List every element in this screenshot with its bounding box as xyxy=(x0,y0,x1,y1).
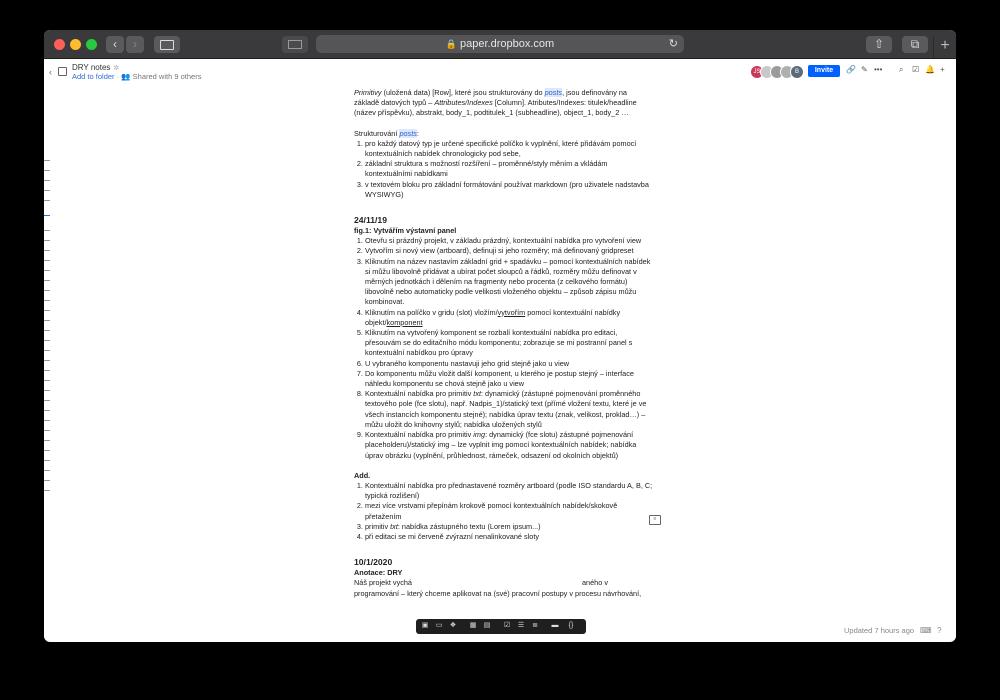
bell-icon[interactable]: 🔔 xyxy=(925,65,935,74)
browser-window xyxy=(44,30,956,642)
share-button[interactable] xyxy=(866,36,892,53)
sidebar-toggle-button[interactable] xyxy=(154,36,180,53)
reader-button[interactable] xyxy=(282,36,308,53)
posts-mention[interactable]: posts xyxy=(544,88,563,97)
paragraph: Strukturování posts: xyxy=(354,128,419,138)
list-item: 2. základní struktura s možností rozšíření – proměnné/styly měním a vkládám kontextuálními nabídkami xyxy=(365,159,654,179)
list-item: 3. Kliknutím na název nastavím základní grid + spadávku – pomocí kontextuálních nabídek si můžu libovolně přidávat a ubírat počet sloupců a řádků, rozměry můžu definovat v měrných jednotkách i dělením na fragmenty nebo procenta (z celkového formátu) libovolně nebo automaticky podle velikosti vloženého objektu – způsob zápisu můžu kombinovat. xyxy=(365,257,654,308)
shared-link[interactable]: Shared with 9 others xyxy=(132,72,202,81)
insert-toolbar xyxy=(416,619,586,634)
fig-list xyxy=(354,236,654,460)
checklist-icon[interactable]: ☑ xyxy=(912,65,920,74)
back-chevron-icon[interactable]: ‹ xyxy=(49,67,52,77)
add-to-folder-link[interactable]: Add to folder xyxy=(72,72,115,81)
new-tab-button[interactable] xyxy=(933,36,956,58)
people-icon: 👥 xyxy=(121,72,131,81)
updated-status: Updated 7 hours ago xyxy=(844,626,915,635)
date-heading: 24/11/19 xyxy=(354,215,387,226)
lock-icon: 🔒 xyxy=(445,39,458,49)
tabs-overview-button[interactable] xyxy=(902,36,928,53)
browser-titlebar xyxy=(44,30,956,59)
avatar[interactable]: JS xyxy=(750,65,764,79)
list-item: 1. Otevřu si prázdný projekt, v základu prázdný, kontextuální nabídka pro vytvoření view xyxy=(365,236,654,246)
url-text: paper.dropbox.com xyxy=(460,38,555,50)
add-list xyxy=(354,481,654,542)
forward-button[interactable] xyxy=(126,36,144,53)
list-item: 4. Kliknutím na políčko v gridu (slot) vložím/vytvořím pomocí kontextuální nabídky objekt/komponent xyxy=(365,308,654,328)
chevron-right-icon: › xyxy=(133,37,137,51)
document-body[interactable] xyxy=(354,88,654,599)
panel-icon[interactable] xyxy=(58,67,67,76)
search-icon[interactable]: ⌕ xyxy=(899,65,904,74)
list-item: 1. Kontextuální nabídka pro přednastavené rozměry artboard (podle ISO standardu A, B, C; typická rozlišení) xyxy=(365,481,654,501)
reader-icon xyxy=(288,40,302,49)
checkbox-icon[interactable]: ☑ xyxy=(503,622,511,629)
list-item: 1. pro každý datový typ je určené specifické políčko k vyplnění, které přidávám pomocí kontextuálních nabídek chronologicky pod sebe, xyxy=(365,139,654,159)
star-icon[interactable]: ✲ xyxy=(113,65,120,72)
list-item: 4. při editaci se mi červeně zvýrazní nenalinkované sloty xyxy=(365,532,654,542)
paragraph: Primitivy (uložená data) [Row], které jsou strukturovány do posts, jsou definovány na základě datových typů – Attributes/Indexes [Column]. Atributes/Indexes: titulek/headline (název příspěvku), abstrakt, body_1, podtitulek_1 (subheadline), object_1, body_2 … xyxy=(354,88,637,118)
list-item: 7. Do komponentu můžu vložit další komponent, u kterého je postup stejný – interface náhledu komponentu se chová stejně jako u view xyxy=(365,369,654,389)
add-heading: Add. xyxy=(354,470,371,480)
keyboard-icon[interactable]: ⌨ xyxy=(920,626,932,635)
divider-icon[interactable]: ▬ xyxy=(551,622,559,629)
list-item: 3. v textovém bloku pro základní formátování používat markdown (pro uživatele nadstavba WYSIWYG) xyxy=(365,180,654,200)
list-item: 8. Kontextuální nabídka pro primitiv txt: dynamický (zástupné pojmenování proměnného textového pole (fce slotu), např. Nadpis_1)/statický text (přímé vložení textu, které je ve všech instancích komponentu stejné); nabídka úprav textu (znak, velikost, proklad…) – můžu uložit do knihovny stylů; nabídka uložených stylů xyxy=(365,389,654,430)
posts-mention[interactable]: posts xyxy=(399,128,417,138)
minimize-window-button[interactable] xyxy=(70,39,81,50)
doc-title[interactable] xyxy=(72,63,119,72)
back-button[interactable] xyxy=(106,36,124,53)
list-item: 5. Kliknutím na vytvořený komponent se rozbalí kontextuální nabídka pro editaci, přesouvám se do editačního módu komponentu; zobrazuje se mi postranní panel s kontextuální nabídkou pro úpravy xyxy=(365,328,654,359)
sidebar-icon xyxy=(160,40,174,50)
code-icon[interactable]: {} xyxy=(568,622,574,629)
annotation-heading: Anotace: DRY xyxy=(354,568,403,578)
table-icon[interactable]: ▦ xyxy=(469,622,477,629)
edit-icon[interactable]: ✎ xyxy=(861,65,868,74)
list-item: 9. Kontextuální nabídka pro primitiv img: dynamický (fce slotu) zástupné pojmenování placeholderu)/statický img – lze vyplnit img pomocí kontextuálních nabídek; nabídka úprav obrázku (vyplnění, průhlednost, rámeček, odsazení od okolních objektů) xyxy=(365,430,654,461)
invite-button[interactable]: Invite xyxy=(808,65,840,77)
tabs-icon: ⧉ xyxy=(910,37,920,51)
comment-icon[interactable]: ≡ xyxy=(649,515,661,525)
add-icon[interactable]: + xyxy=(940,65,945,74)
structure-list xyxy=(354,139,654,200)
timeline-icon[interactable]: ▤ xyxy=(483,622,491,629)
image-icon[interactable]: ▣ xyxy=(421,622,429,629)
close-window-button[interactable] xyxy=(54,39,65,50)
dropbox-icon[interactable]: ❖ xyxy=(449,622,457,629)
reload-icon[interactable]: ↻ xyxy=(668,38,678,50)
plus-icon: + xyxy=(940,37,950,54)
video-icon[interactable]: ▭ xyxy=(435,622,443,629)
paragraph: Náš projekt vychá aného v programování – který chceme aplikovat na (své) pracovní postupy v procesu návrhování, xyxy=(354,578,642,598)
fig-heading: fig.1: Vytvářím výstavní panel xyxy=(354,226,457,236)
zoom-window-button[interactable] xyxy=(86,39,97,50)
avatar[interactable]: B xyxy=(790,65,804,79)
list-item: 6. U vybraného komponentu nastavuji jeho grid stejně jako u view xyxy=(365,359,654,369)
date-heading: 10/1/2020 xyxy=(354,557,393,568)
bullet-list-icon[interactable]: ☰ xyxy=(517,622,525,629)
numbered-list-icon[interactable]: ≣ xyxy=(532,622,538,629)
list-item: 3. primitiv txt: nabídka zástupného textu (Lorem ipsum...) xyxy=(365,522,654,532)
address-bar[interactable] xyxy=(316,35,684,53)
chevron-left-icon: ‹ xyxy=(113,37,117,51)
doc-title-text: DRY notes xyxy=(72,63,111,72)
list-item: 2. Vytvořím si nový view (artboard), definuji si jeho rozměry; má definovaný gridpreset xyxy=(365,246,654,256)
link-icon[interactable]: 🔗 xyxy=(846,65,856,74)
help-icon[interactable]: ? xyxy=(937,626,942,635)
list-item: 2. mezi více vrstvami přepínám krokově pomocí kontextuálních nabídek/skokově přetažením xyxy=(365,501,654,521)
share-icon: ⇧ xyxy=(873,37,885,51)
more-icon[interactable]: ••• xyxy=(874,65,883,74)
doc-subline: Add to folder · 👥 Shared with 9 others xyxy=(72,72,202,81)
doc-header xyxy=(44,59,956,87)
